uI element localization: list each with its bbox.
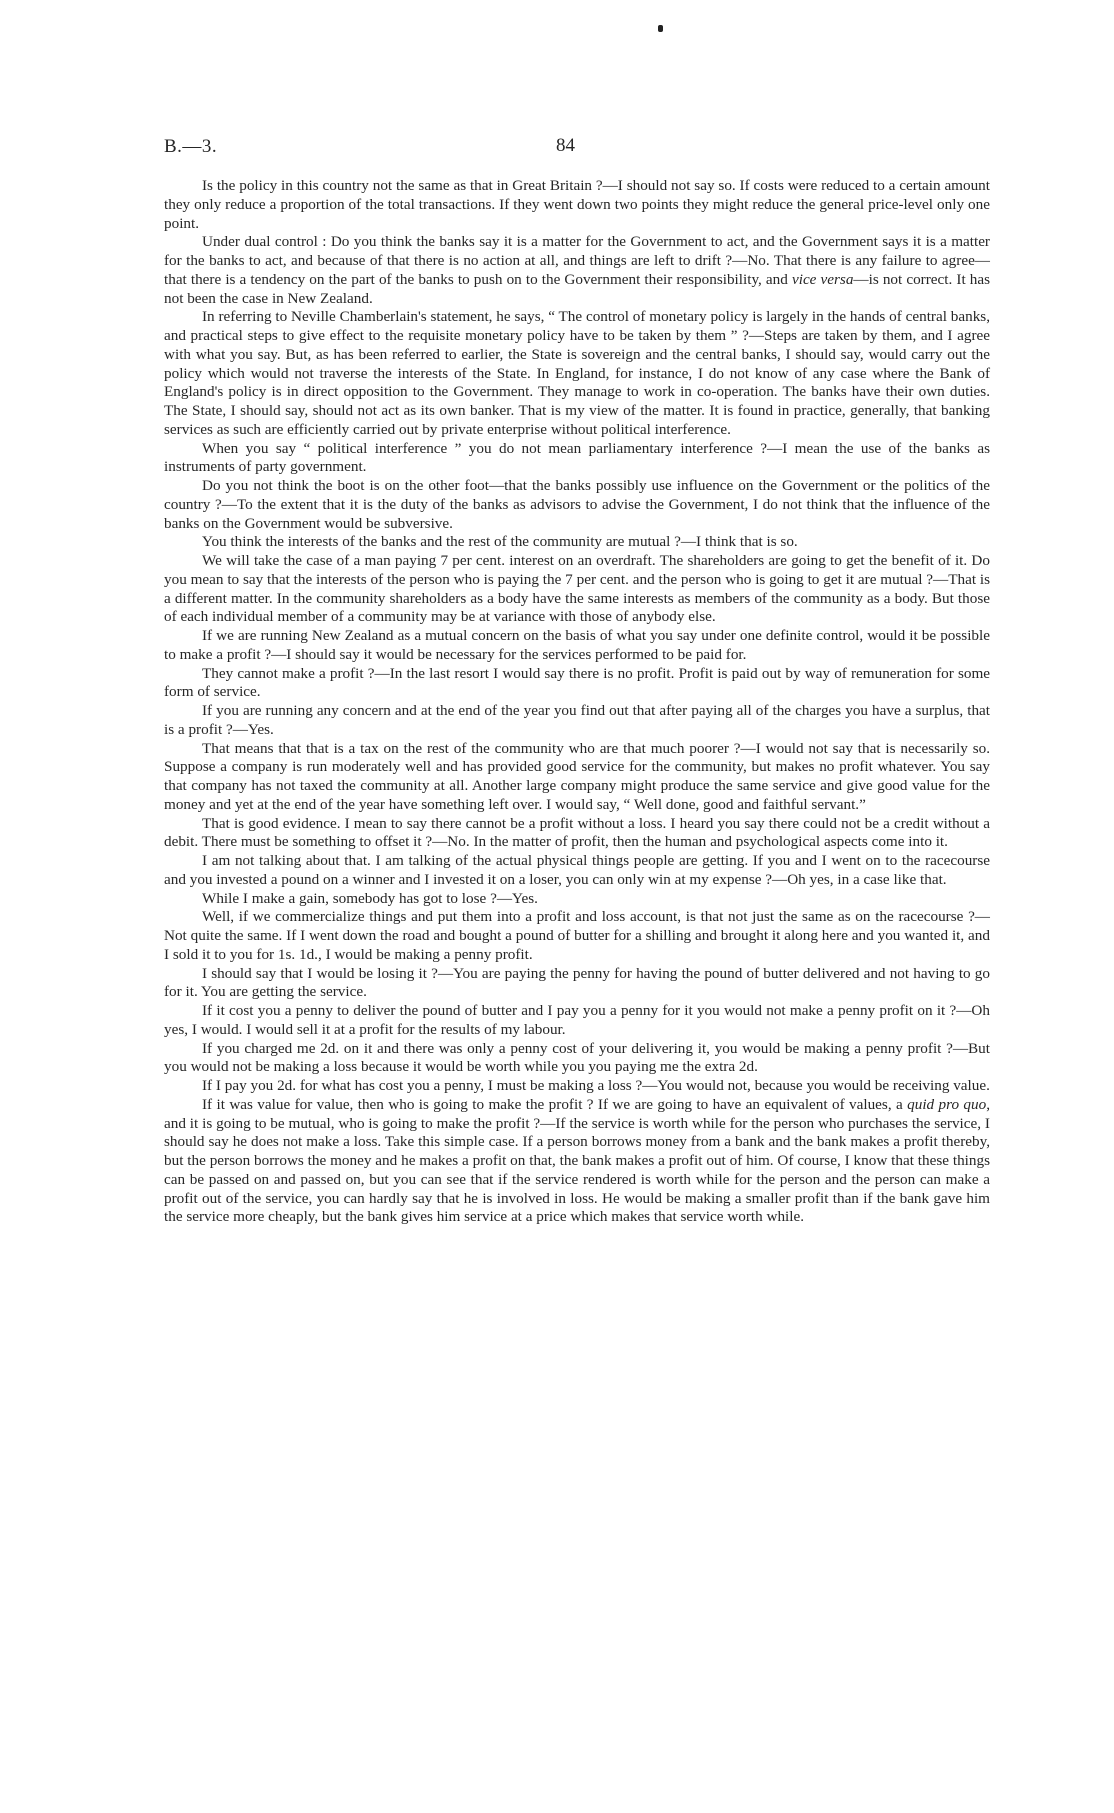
paragraph: If you are running any concern and at the end of the year you find out that after paying all of the charges you have a surplus, that is a profit ?—Yes. <box>164 702 990 738</box>
paragraph: When you say “ political interference ” you do not mean parliamentary interference ?—I mean the use of the banks as instruments of party government. <box>164 439 990 476</box>
paragraph: I should say that I would be losing it ?—You are paying the penny for having the pound of butter delivered and not having to go for it. You are getting the service. <box>164 964 990 1001</box>
paragraph: You think the interests of the banks and the rest of the community are mutual ?—I think that is so. <box>202 533 798 551</box>
paragraph: If you charged me 2d. on it and there was only a penny cost of your delivering it, you would be making a penny profit ?—But you would not be making a loss because it would be worth while you you paying me the extra 2d. <box>164 1039 990 1076</box>
paragraph <box>164 233 990 308</box>
paragraph: If we are running New Zealand as a mutual concern on the basis of what you say under one definite control, would it be possible to make a profit ?—I should say it would be necessary for the services performed to be paid for. <box>164 627 990 663</box>
page-number: 84 <box>556 135 575 156</box>
paragraph: Do you not think the boot is on the other foot—that the banks possibly use influence on the Government or the politics of the country ?—To the extent that it is the duty of the banks as advisors to advise the Government, I do not think that the influence of the banks on the Government would be subversive. <box>164 477 990 532</box>
page-body <box>164 177 990 1227</box>
document-reference: B.—3. <box>164 136 218 157</box>
paragraph: While I make a gain, somebody has got to lose ?—Yes. <box>202 889 538 907</box>
paragraph-text: Under dual control : Do you think the banks say it is a matter for the Government to act, and the Government says it is a matter for the banks to act, and because of that there is no action at all, and things are left to drift ?—No. That there is any failure to agree—that there is a tendency on the part of the banks to push on to the Government their responsibility, and <box>164 233 990 288</box>
paragraph: In referring to Neville Chamberlain's statement, he says, “ The control of monetary policy is largely in the hands of central banks, and practical steps to give effect to the requisite monetary policy have to be taken by them ” ?—Steps are taken by them, and I agree with what you say. But, as has been referred to earlier, the State is sovereign and the central banks, I should say, would carry out the policy which would not traverse the interests of the State. In England, for instance, I do not know of any case where the Bank of England's policy is in direct opposition to the Government. They manage to work in co-operation. The banks have their own duties. The State, I should say, should not act as its own banker. That is my view of the matter. It is found in practice, generally, that banking services as such are efficiently carried out by private enterprise without political interference. <box>164 308 990 438</box>
paragraph-text: —is not correct. It has not been the case in New Zealand. <box>164 270 991 307</box>
print-mark <box>658 25 663 32</box>
paragraph: They cannot make a profit ?—In the last resort I would say there is no profit. Profit is paid out by way of remuneration for some form of service. <box>164 664 990 701</box>
italic-phrase: quid pro quo <box>907 1095 987 1113</box>
paragraph: I am not talking about that. I am talking of the actual physical things people are getting. If you and I went on to the racecourse and you invested a pound on a winner and I invested it on a loser, you can only win at my expense ?—Oh yes, in a case like that. <box>164 852 990 888</box>
paragraph: That means that that is a tax on the rest of the community who are that much poorer ?—I would not say that is necessarily so. Suppose a company is run moderately well and has provided good service for the community, but makes no profit whatever. You say that company has not taxed the community at all. Another large company might produce the same service and give good value for the money and yet at the end of the year have something left over. I would say, “ Well done, good and faithful servant.” <box>164 739 990 813</box>
paragraph: That is good evidence. I mean to say there cannot be a profit without a loss. I heard you say there could not be a credit without a debit. There must be something to offset it ?—No. In the matter of profit, then the human and psychological aspects come into it. <box>164 814 990 851</box>
paragraph: Is the policy in this country not the same as that in Great Britain ?—I should not say so. If costs were reduced to a certain amount they only reduce a proportion of the total transactions. If they went down two points they might reduce the general price-level only one point. <box>164 177 990 232</box>
paragraph: If it cost you a penny to deliver the pound of butter and I pay you a penny for it you would not make a penny profit on it ?—Oh yes, I would. I would sell it at a profit for the results of my labour. <box>164 1002 990 1038</box>
italic-phrase: vice versa <box>791 270 854 288</box>
paragraph-text: If it was value for value, then who is going to make the profit ? If we are going to have an equivalent of values, a <box>202 1095 903 1113</box>
paragraph: We will take the case of a man paying 7 per cent. interest on an overdraft. The shareholders are going to get the benefit of it. Do you mean to say that the interests of the person who is paying the 7 per cent. and the person who is going to get it are mutual ?—That is a different matter. In the community shareholders as a body have the same interests as members of the community as a body. But those of each individual member of a community may be at variance with those of anybody else. <box>164 552 990 626</box>
paragraph <box>164 1096 990 1227</box>
paragraph: If I pay you 2d. for what has cost you a penny, I must be making a loss ?—You would not, because you would be receiving value. <box>202 1077 990 1094</box>
paragraph: Well, if we commercialize things and put them into a profit and loss account, is that not just the same as on the racecourse ?—Not quite the same. If I went down the road and bought a pound of butter for a shilling and brought it along here and you wanted it, and I sold it to you for 1s. 1d., I would be making a penny profit. <box>164 908 990 963</box>
paragraph-text: , and it is going to be mutual, who is going to make the profit ?—If the service is worth while for the person who purchases the service, I should say he does not make a loss. Take this simple case. If a person borrows money from a bank and the bank makes a profit thereby, but the person borrows the money and he makes a profit on that, the bank makes a profit out of him. Of course, I know that these things can be passed on and passed on, but you can see that if the service rendered is worth while for the person and the person can make a profit out of the service, you can hardly say that he is involved in loss. He would be making a smaller profit than if the bank gave him the service more cheaply, but the bank gives him service at a price which makes that service worth while. <box>164 1095 990 1226</box>
